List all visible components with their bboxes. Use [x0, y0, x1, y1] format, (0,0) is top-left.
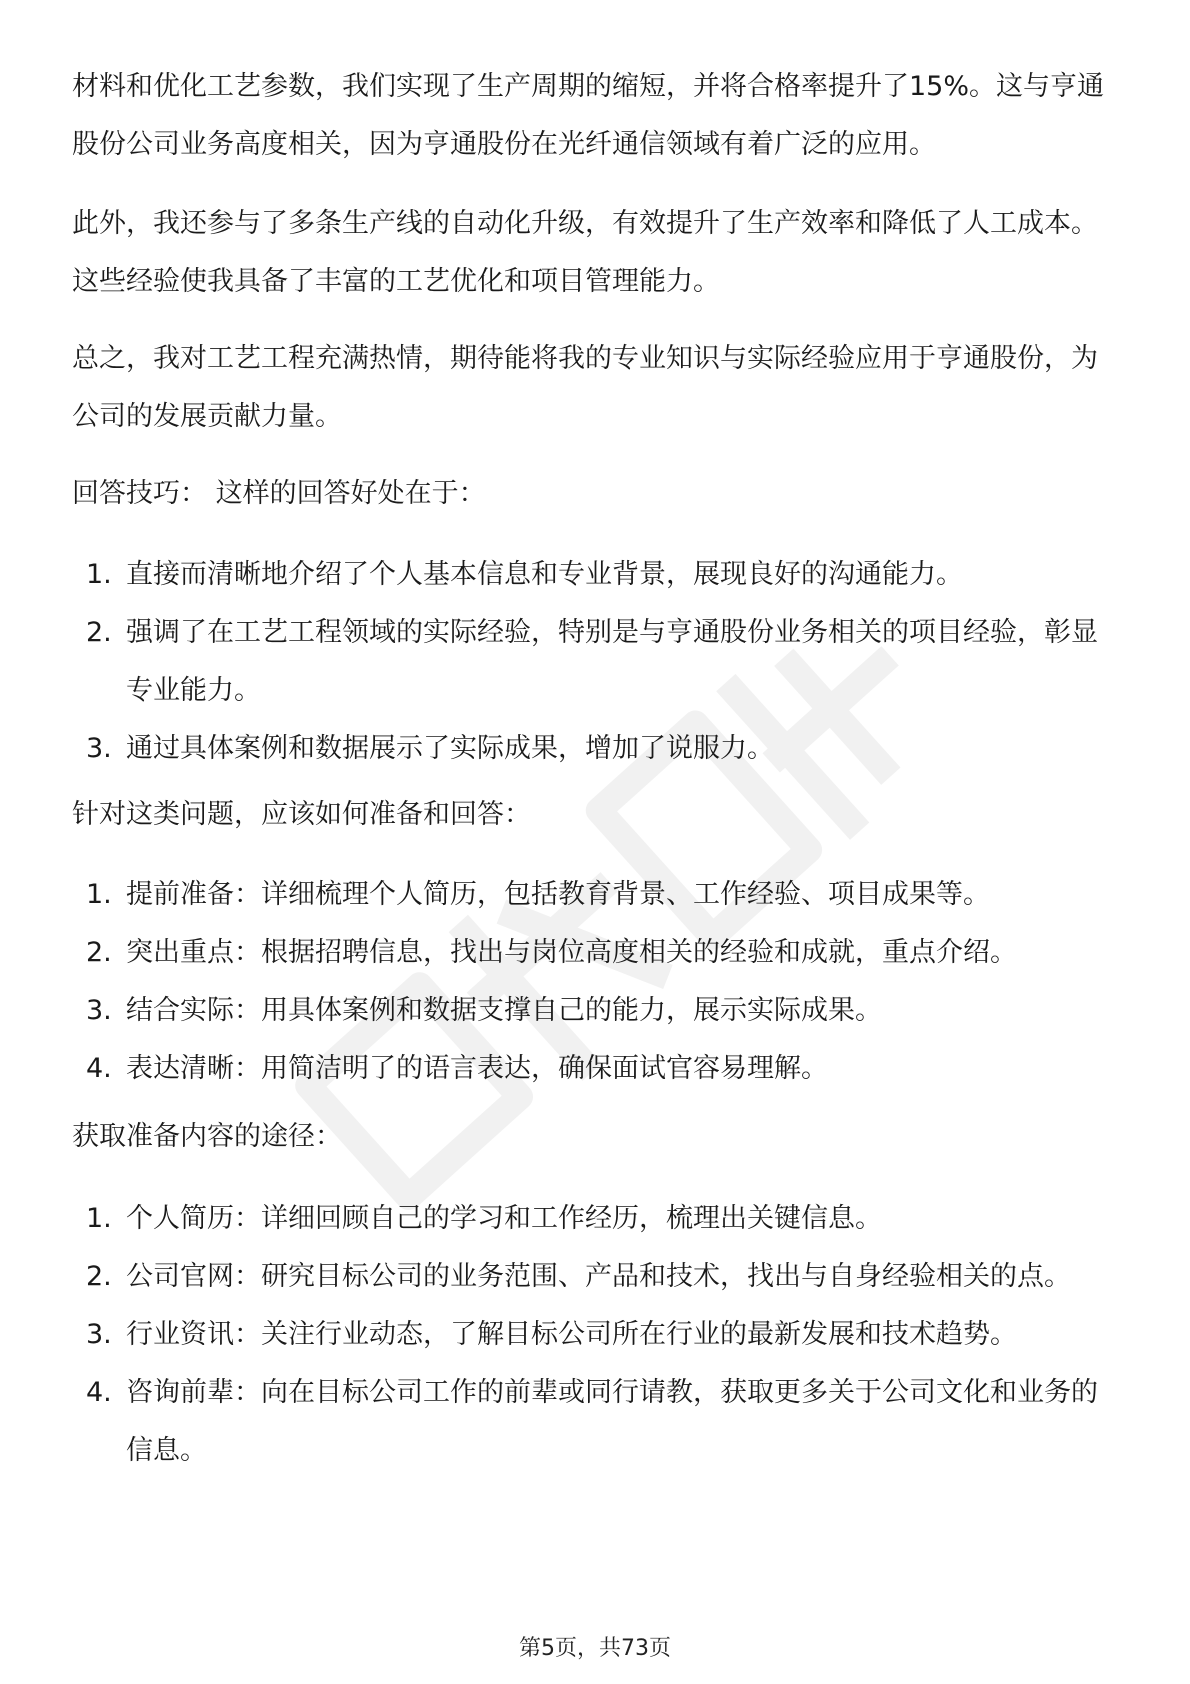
list-number: 2. — [86, 617, 112, 648]
list-item — [72, 1190, 1120, 1248]
list-item-text: 公司官网：研究目标公司的业务范围、产品和技术，找出与自身经验相关的点。 — [126, 1261, 1071, 1292]
paragraph-2: 此外，我还参与了多条生产线的自动化升级，有效提升了生产效率和降低了人工成本。这些经验使我具备了丰富的工艺优化和项目管理能力。 — [72, 208, 1098, 297]
list-item — [72, 1364, 1120, 1480]
list-number: 4. — [86, 1377, 112, 1408]
list-number: 3. — [86, 733, 112, 764]
prep-list — [72, 866, 1120, 1098]
list-item-text: 强调了在工艺工程领域的实际经验，特别是与亨通股份业务相关的项目经验，彰显专业能力。 — [126, 617, 1098, 706]
list-item-text: 个人简历：详细回顾自己的学习和工作经历，梳理出关键信息。 — [126, 1203, 882, 1234]
page-number-footer: 第5页，共73页 — [519, 1636, 671, 1661]
paragraph-3: 总之，我对工艺工程充满热情，期待能将我的专业知识与实际经验应用于亨通股份，为公司的发展贡献力量。 — [72, 343, 1098, 432]
list-item-text: 咨询前辈：向在目标公司工作的前辈或同行请教，获取更多关于公司文化和业务的信息。 — [126, 1377, 1098, 1466]
paragraph-1: 材料和优化工艺参数，我们实现了生产周期的缩短，并将合格率提升了15%。这与亨通股份公司业务高度相关，因为亨通股份在光纤通信领域有着广泛的应用。 — [72, 71, 1105, 160]
list-item — [72, 604, 1120, 720]
list-number: 1. — [86, 1203, 112, 1234]
list-item — [72, 1306, 1120, 1364]
list-number: 2. — [86, 937, 112, 968]
list-item-text: 突出重点：根据招聘信息，找出与岗位高度相关的经验和成就，重点介绍。 — [126, 937, 1017, 968]
list-item — [72, 1040, 1120, 1098]
list-number: 1. — [86, 559, 112, 590]
list-item — [72, 866, 1120, 924]
list-number: 1. — [86, 879, 112, 910]
list-number: 2. — [86, 1261, 112, 1292]
list-number: 3. — [86, 995, 112, 1026]
list-item — [72, 546, 1120, 604]
list-number: 3. — [86, 1319, 112, 1350]
list-item-text: 通过具体案例和数据展示了实际成果，增加了说服力。 — [126, 733, 774, 764]
tips-heading: 回答技巧： 这样的回答好处在于： — [72, 478, 486, 509]
sources-list — [72, 1190, 1120, 1480]
list-number: 4. — [86, 1053, 112, 1084]
sources-heading: 获取准备内容的途径： — [72, 1121, 342, 1152]
list-item-text: 结合实际：用具体案例和数据支撑自己的能力，展示实际成果。 — [126, 995, 882, 1026]
list-item — [72, 1248, 1120, 1306]
list-item — [72, 924, 1120, 982]
prep-heading: 针对这类问题，应该如何准备和回答： — [72, 799, 531, 830]
list-item — [72, 982, 1120, 1040]
list-item-text: 提前准备：详细梳理个人简历，包括教育背景、工作经验、项目成果等。 — [126, 879, 990, 910]
list-item-text: 表达清晰：用简洁明了的语言表达，确保面试官容易理解。 — [126, 1053, 828, 1084]
list-item — [72, 720, 1120, 778]
list-item-text: 直接而清晰地介绍了个人基本信息和专业背景，展现良好的沟通能力。 — [126, 559, 963, 590]
list-item-text: 行业资讯：关注行业动态，了解目标公司所在行业的最新发展和技术趋势。 — [126, 1319, 1017, 1350]
tips-list — [72, 546, 1120, 778]
